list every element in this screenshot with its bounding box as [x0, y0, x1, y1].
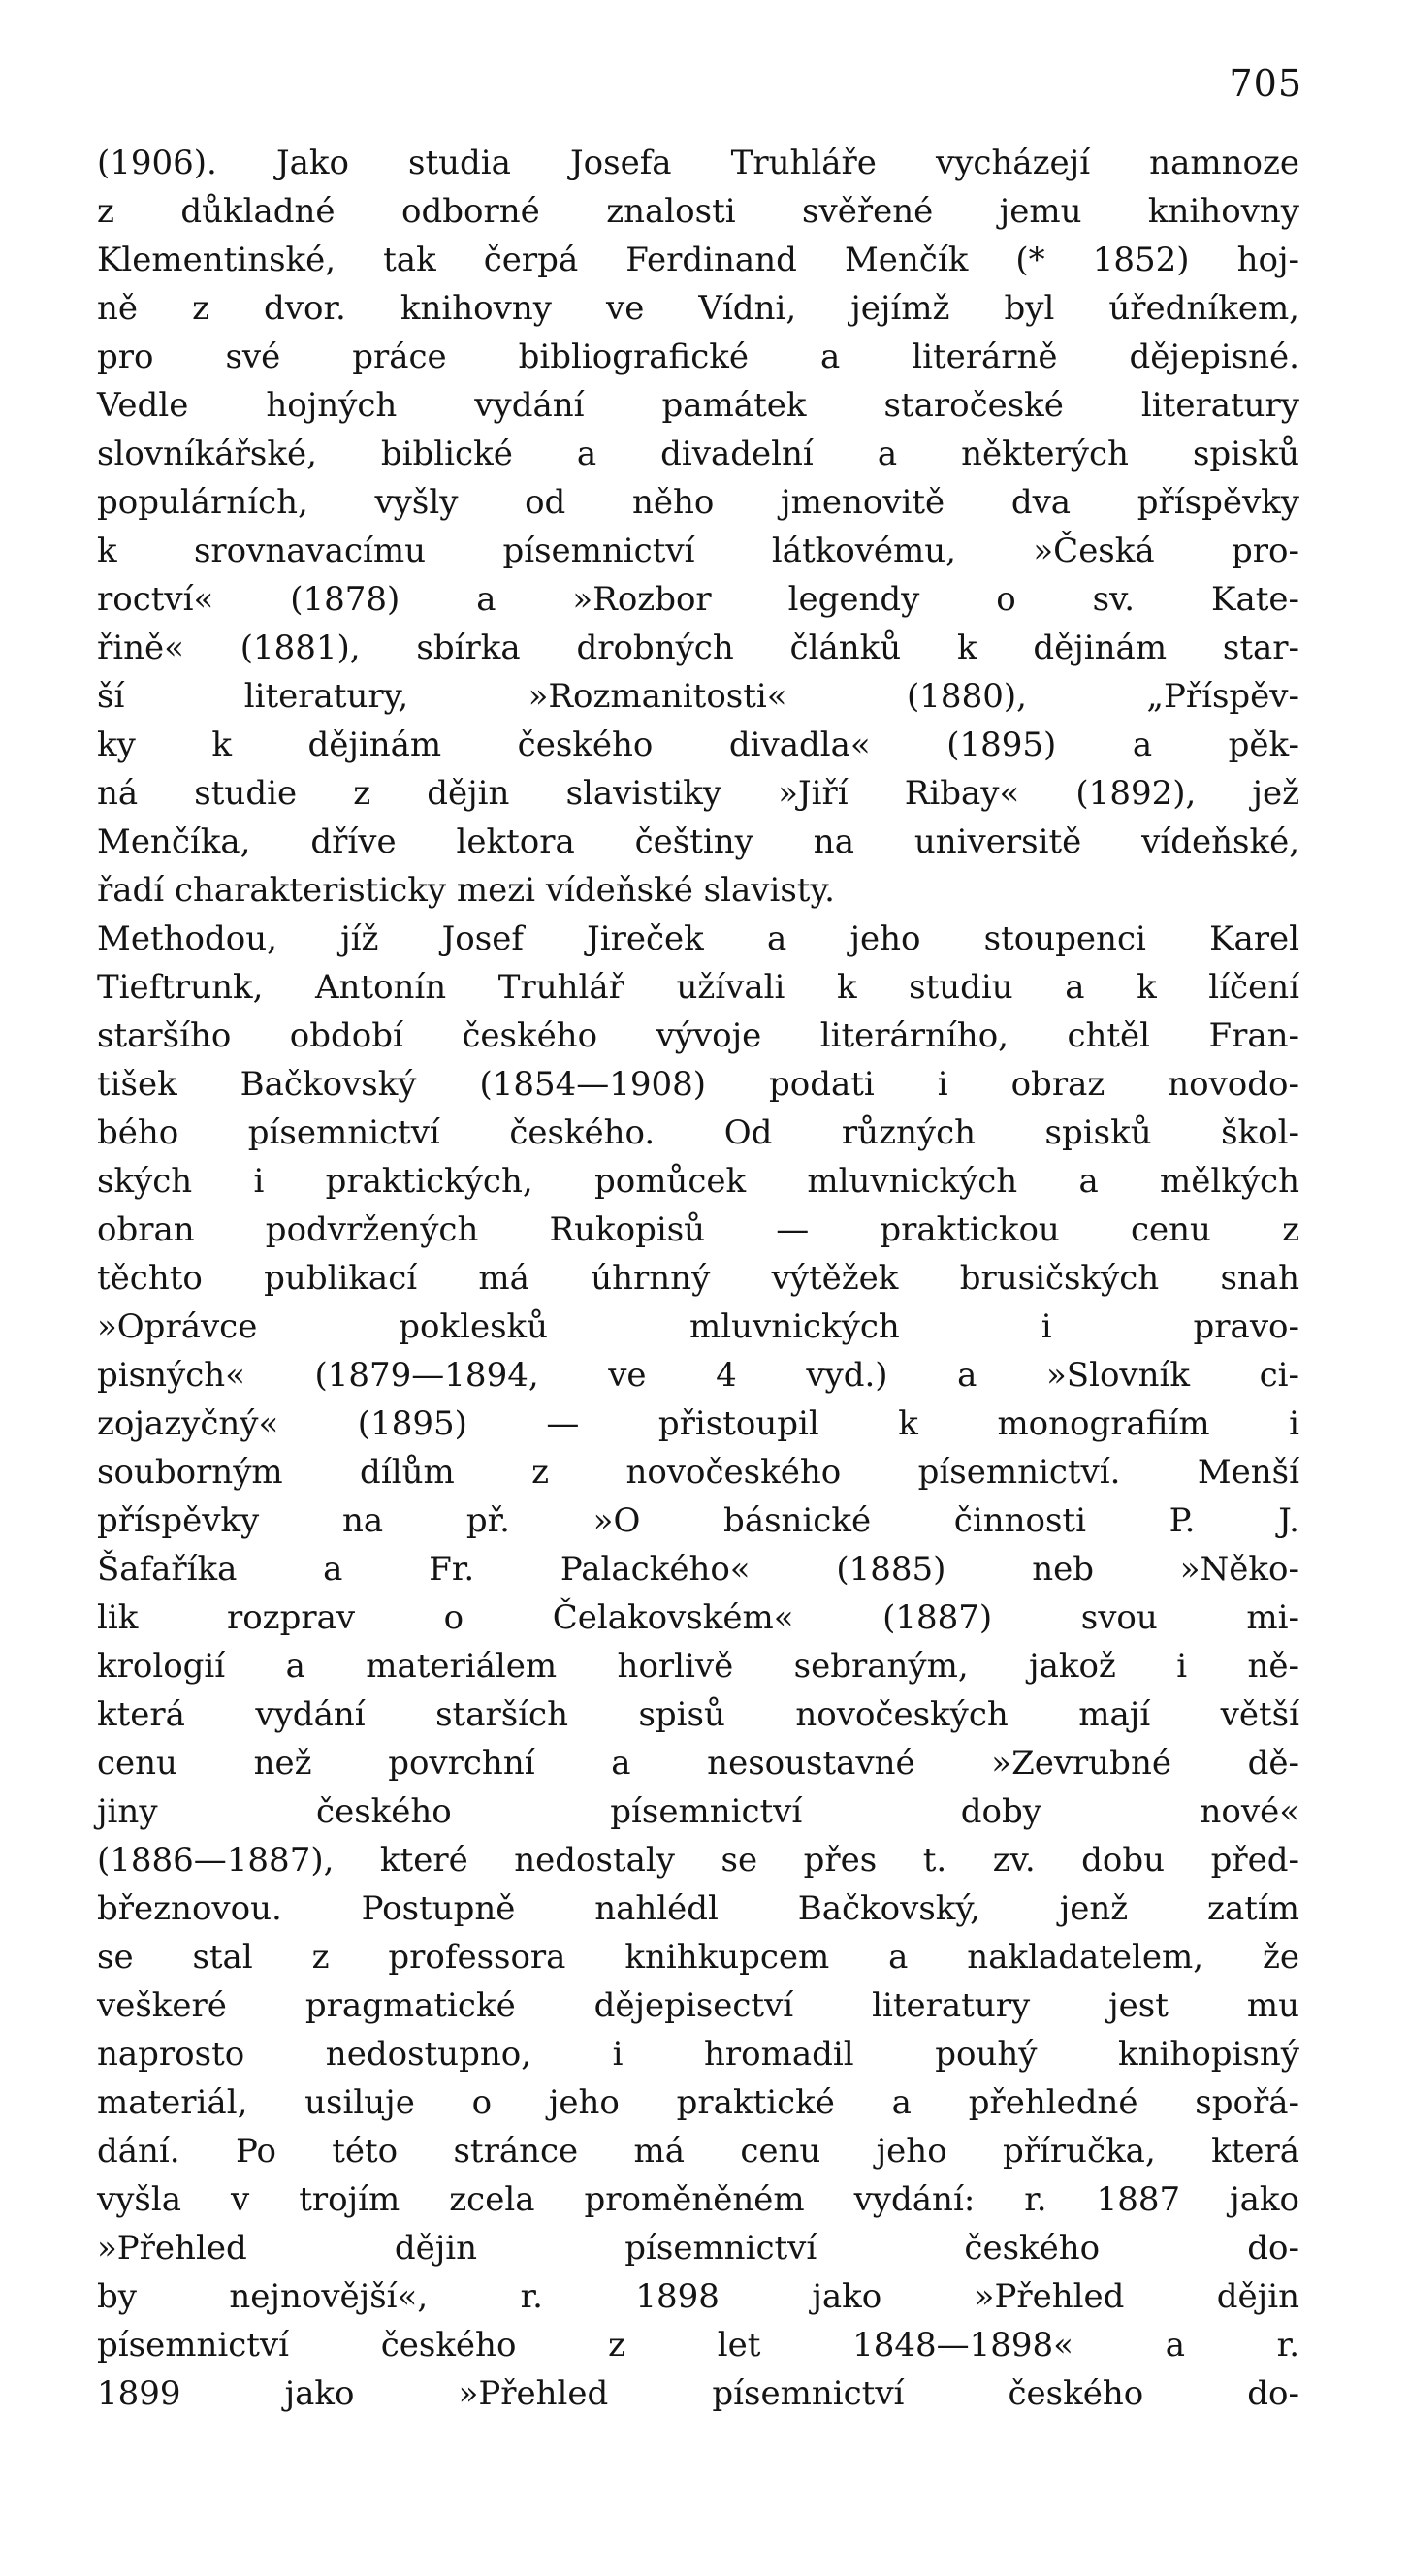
body-text [97, 139, 1299, 2418]
text-line: 1899 jako »Přehled písemnictví českého do- [97, 2374, 1299, 2413]
text-line: zojazyčný« (1895) — přistoupil k monografiím i [97, 1404, 1299, 1443]
text-line: »Přehled dějin písemnictví českého do- [97, 2229, 1299, 2268]
text-line: pro své práce bibliografické a literárně dějepisné. [97, 338, 1299, 376]
text-line: která vydání starších spisů novočeských mají větší [97, 1695, 1299, 1734]
text-line: krologií a materiálem horlivě sebraným, jakož i ně- [97, 1647, 1299, 1686]
text-line: Methodou, jíž Josef Jireček a jeho stoupenci Karel [97, 919, 1299, 958]
text-line: populárních, vyšly od něho jmenovitě dva příspěvky [97, 483, 1299, 522]
text-line: řadí charakteristicky mezi vídeňské slavisty. [97, 871, 835, 910]
text-line: cenu než povrchní a nesoustavné »Zevrubné dě- [97, 1744, 1299, 1783]
text-line: slovníkářské, biblické a divadelní a některých spisků [97, 435, 1299, 473]
text-line: by nejnovější«, r. 1898 jako »Přehled dějin [97, 2277, 1299, 2316]
text-line: »Oprávce poklesků mluvnických i pravo- [97, 1307, 1299, 1346]
text-line: pisných« (1879—1894, ve 4 vyd.) a »Slovník ci- [97, 1356, 1299, 1395]
text-line: k srovnavacímu písemnictví látkovému, »Česká pro- [97, 531, 1299, 570]
text-line: (1886—1887), které nedostaly se přes t. zv. dobu před- [97, 1841, 1299, 1880]
text-line: veškeré pragmatické dějepisectví literatury jest mu [97, 1986, 1299, 2025]
text-line: ně z dvor. knihovny ve Vídni, jejímž byl úředníkem, [97, 289, 1299, 328]
page-number: 705 [1229, 62, 1302, 105]
text-line: ší literatury, »Rozmanitosti« (1880), „Příspěv- [97, 677, 1299, 716]
text-line: souborným dílům z novočeského písemnictví. Menší [97, 1453, 1299, 1492]
text-line: Klementinské, tak čerpá Ferdinand Menčík (* 1852) hoj- [97, 241, 1299, 279]
text-line: vyšla v trojím zcela proměněném vydání: r. 1887 jako [97, 2180, 1299, 2219]
text-line: tišek Bačkovský (1854—1908) podati i obraz novodo- [97, 1065, 1299, 1104]
text-line: řině« (1881), sbírka drobných článků k dějinám star- [97, 628, 1299, 667]
text-line: roctví« (1878) a »Rozbor legendy o sv. Kate- [97, 580, 1299, 619]
text-line: Vedle hojných vydání památek staročeské literatury [97, 386, 1299, 425]
text-line: Tieftrunk, Antonín Truhlář užívali k studiu a k líčení [97, 968, 1299, 1007]
text-line: jiny českého písemnictví doby nové« [97, 1792, 1299, 1831]
text-line: naprosto nedostupno, i hromadil pouhý knihopisný [97, 2035, 1299, 2074]
text-line: písemnictví českého z let 1848—1898« a r. [97, 2326, 1299, 2365]
text-line: Šafaříka a Fr. Palackého« (1885) neb »Něko- [97, 1550, 1299, 1589]
text-line: z důkladné odborné znalosti svěřené jemu knihovny [97, 192, 1299, 231]
text-line: příspěvky na př. »O básnické činnosti P. J. [97, 1501, 1299, 1540]
text-line: dání. Po této stránce má cenu jeho příručka, která [97, 2132, 1299, 2171]
text-line: (1906). Jako studia Josefa Truhláře vycházejí namnoze [97, 144, 1299, 182]
text-line: staršího období českého vývoje literárního, chtěl Fran- [97, 1016, 1299, 1055]
text-line: těchto publikací má úhrnný výtěžek brusičských snah [97, 1259, 1299, 1298]
text-line: se stal z professora knihkupcem a nakladatelem, že [97, 1938, 1299, 1977]
text-line: obran podvržených Rukopisů — praktickou cenu z [97, 1210, 1299, 1249]
text-line: bého písemnictví českého. Od různých spisků škol- [97, 1113, 1299, 1152]
text-line: lik rozprav o Čelakovském« (1887) svou mi- [97, 1598, 1299, 1637]
text-line: březnovou. Postupně nahlédl Bačkovský, jenž zatím [97, 1889, 1299, 1928]
text-line: ky k dějinám českého divadla« (1895) a pěk- [97, 725, 1299, 764]
text-line: ských i praktických, pomůcek mluvnických a mělkých [97, 1162, 1299, 1201]
text-line: Menčíka, dříve lektora češtiny na universitě vídeňské, [97, 822, 1299, 861]
text-line: ná studie z dějin slavistiky »Jiří Ribay« (1892), jež [97, 774, 1299, 813]
text-line: materiál, usiluje o jeho praktické a přehledné spořá- [97, 2083, 1299, 2122]
